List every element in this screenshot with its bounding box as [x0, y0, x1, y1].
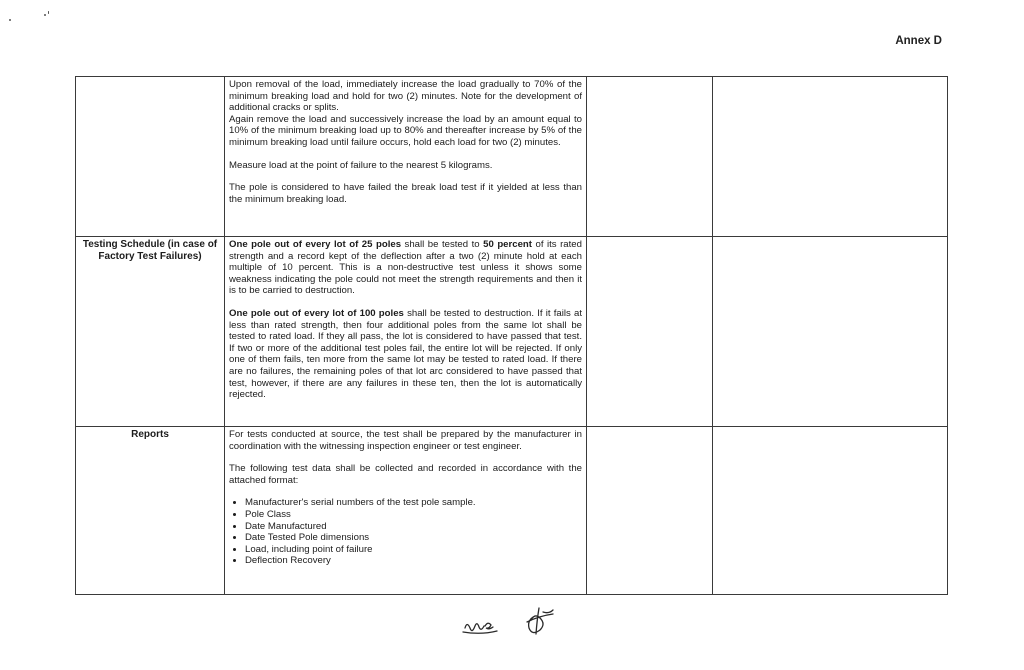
empty-cell: [713, 237, 948, 427]
empty-cell: [587, 237, 713, 427]
list-item: • Date Manufactured: [245, 521, 582, 533]
empty-cell: [587, 427, 713, 595]
bold-text: One pole out of every lot of 25 poles: [229, 239, 402, 250]
annex-label: Annex D: [895, 35, 942, 47]
row-description: [225, 77, 587, 237]
signature-initials: [455, 602, 575, 642]
row-label: Testing Schedule (in case of Factory Test Failures): [76, 237, 225, 427]
paragraph: [229, 239, 582, 297]
text: shall be tested to: [401, 239, 484, 250]
list-item: • Manufacturer's serial numbers of the test pole sample.: [245, 497, 582, 509]
list-item: • Load, including point of failure: [245, 544, 582, 556]
list-item: • Deflection Recovery: [245, 555, 582, 567]
initials-mark-1: [463, 623, 497, 633]
paragraph: For tests conducted at source, the test shall be prepared by the manufacturer in coordination with the witnessing inspection engineer or test engineer.: [229, 429, 582, 452]
empty-cell: [713, 427, 948, 595]
initials-mark-2: [527, 608, 553, 634]
specification-table: [75, 76, 948, 595]
bold-text: One pole out of every lot of 100 poles: [229, 307, 404, 319]
paragraph: Upon removal of the load, immediately increase the load gradually to 70% of the minimum breaking load and hold for two (2) minutes. Note for the development of additional cracks or splits.: [229, 79, 582, 114]
paragraph: Measure load at the point of failure to the nearest 5 kilograms.: [229, 159, 493, 171]
table-row: [76, 427, 948, 595]
empty-cell: [587, 77, 713, 237]
row-description: [225, 427, 587, 595]
scan-speck: [48, 11, 49, 14]
paragraph: Again remove the load and successively increase the load by an amount equal to 10% of the minimum breaking load up to 80% and thereafter increase by 5% of the minimum breaking load until failure occurs, hold each load for two (2) minutes.: [229, 113, 582, 148]
scan-speck: [9, 19, 11, 21]
scan-speck: [44, 14, 46, 16]
list-item: • Pole Class: [245, 509, 582, 521]
text: of its rated strength and a record kept of the deflection after a two (2) minute hold at each multiple of 10 percent. This is a non-destructive test unless it shows some weakness indicating the pole could not meet the strength requirements and then it is to be carried to destruction.: [229, 239, 582, 297]
table-row: [76, 77, 948, 237]
text: shall be tested to destruction. If it fails at less than rated strength, then four additional poles from the same lot shall be tested to rated load. If they all pass, the lot is considered to have passed that test. If two or more of the additional test poles fail, the entire lot will be rejected. If only one of them fails, ten more from the same lot may be tested to rated load. If there are no failures, the remaining poles of that lot arc considered to have passed that test, however, if there are any failures in these ten, then the lot is automatically rejected.: [229, 307, 582, 401]
bold-text: 50 percent: [483, 239, 532, 250]
paragraph: [229, 308, 582, 401]
empty-cell: [713, 77, 948, 237]
row-label: Reports: [76, 427, 225, 595]
paragraph: The pole is considered to have failed the break load test if it yielded at less than the minimum breaking load.: [229, 182, 582, 205]
table-row: [76, 237, 948, 427]
paragraph: The following test data shall be collected and recorded in accordance with the attached format:: [229, 463, 582, 486]
row-description: [225, 237, 587, 427]
test-data-list: [229, 497, 582, 567]
list-item: • Date Tested Pole dimensions: [245, 532, 582, 544]
row-label: [76, 77, 225, 237]
